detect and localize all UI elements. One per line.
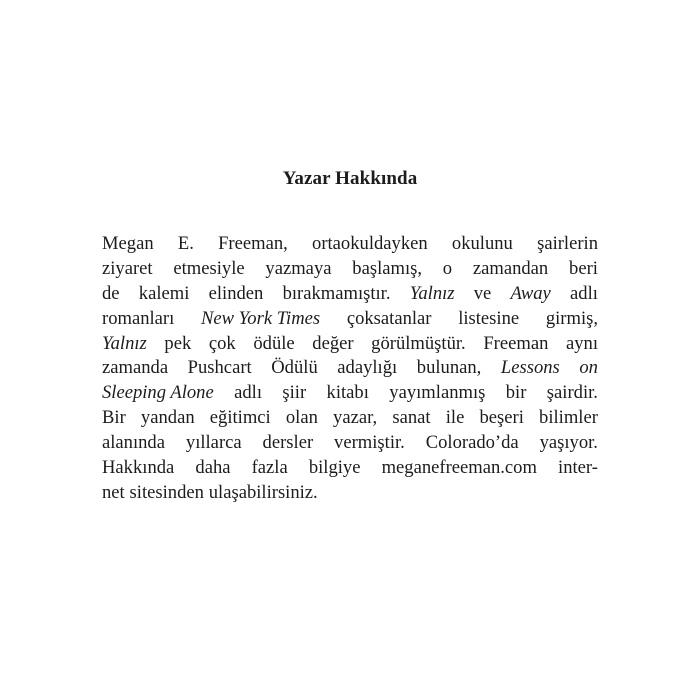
- word: Ödülü: [271, 357, 318, 379]
- word: aynı: [565, 332, 598, 354]
- book-title-lessons: Lessons: [500, 357, 560, 379]
- word: eğitimci: [209, 407, 271, 429]
- word: okulunu: [451, 233, 513, 254]
- book-title-yalniz: Yalnız: [409, 282, 455, 304]
- word: bırakmamıştır.: [282, 282, 391, 304]
- word: yaşıyor.: [539, 432, 598, 454]
- word: ile: [445, 407, 465, 429]
- word: elinden: [208, 282, 264, 304]
- word: Hakkında: [102, 457, 175, 479]
- page-title: Yazar Hakkında: [282, 168, 418, 189]
- word: başlamış,: [352, 257, 422, 279]
- word: değer: [312, 332, 354, 354]
- text-line-3: [102, 282, 598, 307]
- word: şiir: [282, 382, 307, 404]
- word: fazla: [251, 457, 288, 479]
- book-title-lessons: on: [579, 357, 598, 379]
- word: bilgiye: [308, 457, 361, 479]
- author-bio-paragraph: [102, 232, 598, 506]
- word: ödüle: [253, 332, 295, 354]
- word: kalemi: [138, 282, 190, 304]
- word: çoksatanlar: [346, 307, 432, 329]
- text-line-2: [102, 257, 598, 282]
- word: şairdir.: [546, 382, 598, 404]
- word: çok: [208, 332, 236, 354]
- word: sitesinden: [129, 481, 204, 503]
- word: zamandan: [472, 257, 549, 279]
- word: etmesiyle: [173, 257, 245, 279]
- word: yazar,: [333, 407, 378, 429]
- book-title-lessons: Sleeping Alone: [102, 382, 214, 404]
- word: dersler: [262, 432, 314, 454]
- word: bir: [505, 382, 527, 404]
- word: Freeman,: [218, 233, 288, 254]
- word: beri: [569, 257, 598, 279]
- word: yandan: [140, 407, 195, 429]
- text-line-8: [102, 406, 598, 431]
- word: inter-: [558, 457, 598, 479]
- newspaper-title: New York Times: [200, 307, 321, 329]
- word: ortaokuldayken: [312, 233, 428, 254]
- word: ziyaret: [102, 257, 153, 279]
- word: E.: [177, 233, 194, 254]
- text-line-4: [102, 307, 598, 332]
- word: kitabı: [326, 382, 369, 404]
- word: Freeman: [483, 332, 549, 354]
- word: yayımlanmış: [389, 382, 486, 404]
- text-line-9: [102, 431, 598, 456]
- book-title-away: Away: [510, 282, 551, 304]
- word: yazmaya: [265, 257, 332, 279]
- word: zamanda: [102, 357, 169, 379]
- book-title-yalniz: Yalnız: [102, 332, 147, 354]
- word: şairlerin: [537, 233, 598, 254]
- word: yıllarca: [185, 432, 242, 454]
- text-line-10: [102, 456, 598, 481]
- word: girmiş,: [545, 307, 598, 329]
- word: Pushcart: [187, 357, 252, 379]
- text-line-1: [102, 232, 598, 257]
- word: Megan: [102, 233, 154, 254]
- word: adaylığı: [337, 357, 398, 379]
- word: bulunan,: [416, 357, 482, 379]
- word: de: [102, 282, 120, 304]
- word: görülmüştür.: [371, 332, 466, 354]
- word: ulaşabilirsiniz.: [208, 481, 318, 503]
- word: romanları: [102, 307, 175, 329]
- word: beşeri: [479, 407, 524, 429]
- word: ve: [473, 282, 492, 304]
- word: listesine: [458, 307, 520, 329]
- word: adlı: [234, 382, 262, 404]
- website-text: meganefreeman.com: [381, 457, 537, 479]
- word: vermiştir.: [334, 432, 405, 454]
- word: pek: [164, 332, 192, 354]
- word: adlı: [570, 282, 598, 304]
- word: daha: [195, 457, 231, 479]
- word: Colorado’da: [425, 432, 519, 454]
- word: net: [102, 481, 125, 503]
- word: Bir: [102, 407, 126, 429]
- word: alanında: [102, 432, 165, 454]
- text-line-7: [102, 381, 598, 406]
- word: bilimler: [539, 407, 598, 429]
- word: olan: [285, 407, 318, 429]
- text-line-6: [102, 356, 598, 381]
- word: o: [442, 257, 453, 279]
- word: sanat: [392, 407, 431, 429]
- text-line-5: [102, 332, 598, 357]
- text-line-11: [102, 481, 598, 506]
